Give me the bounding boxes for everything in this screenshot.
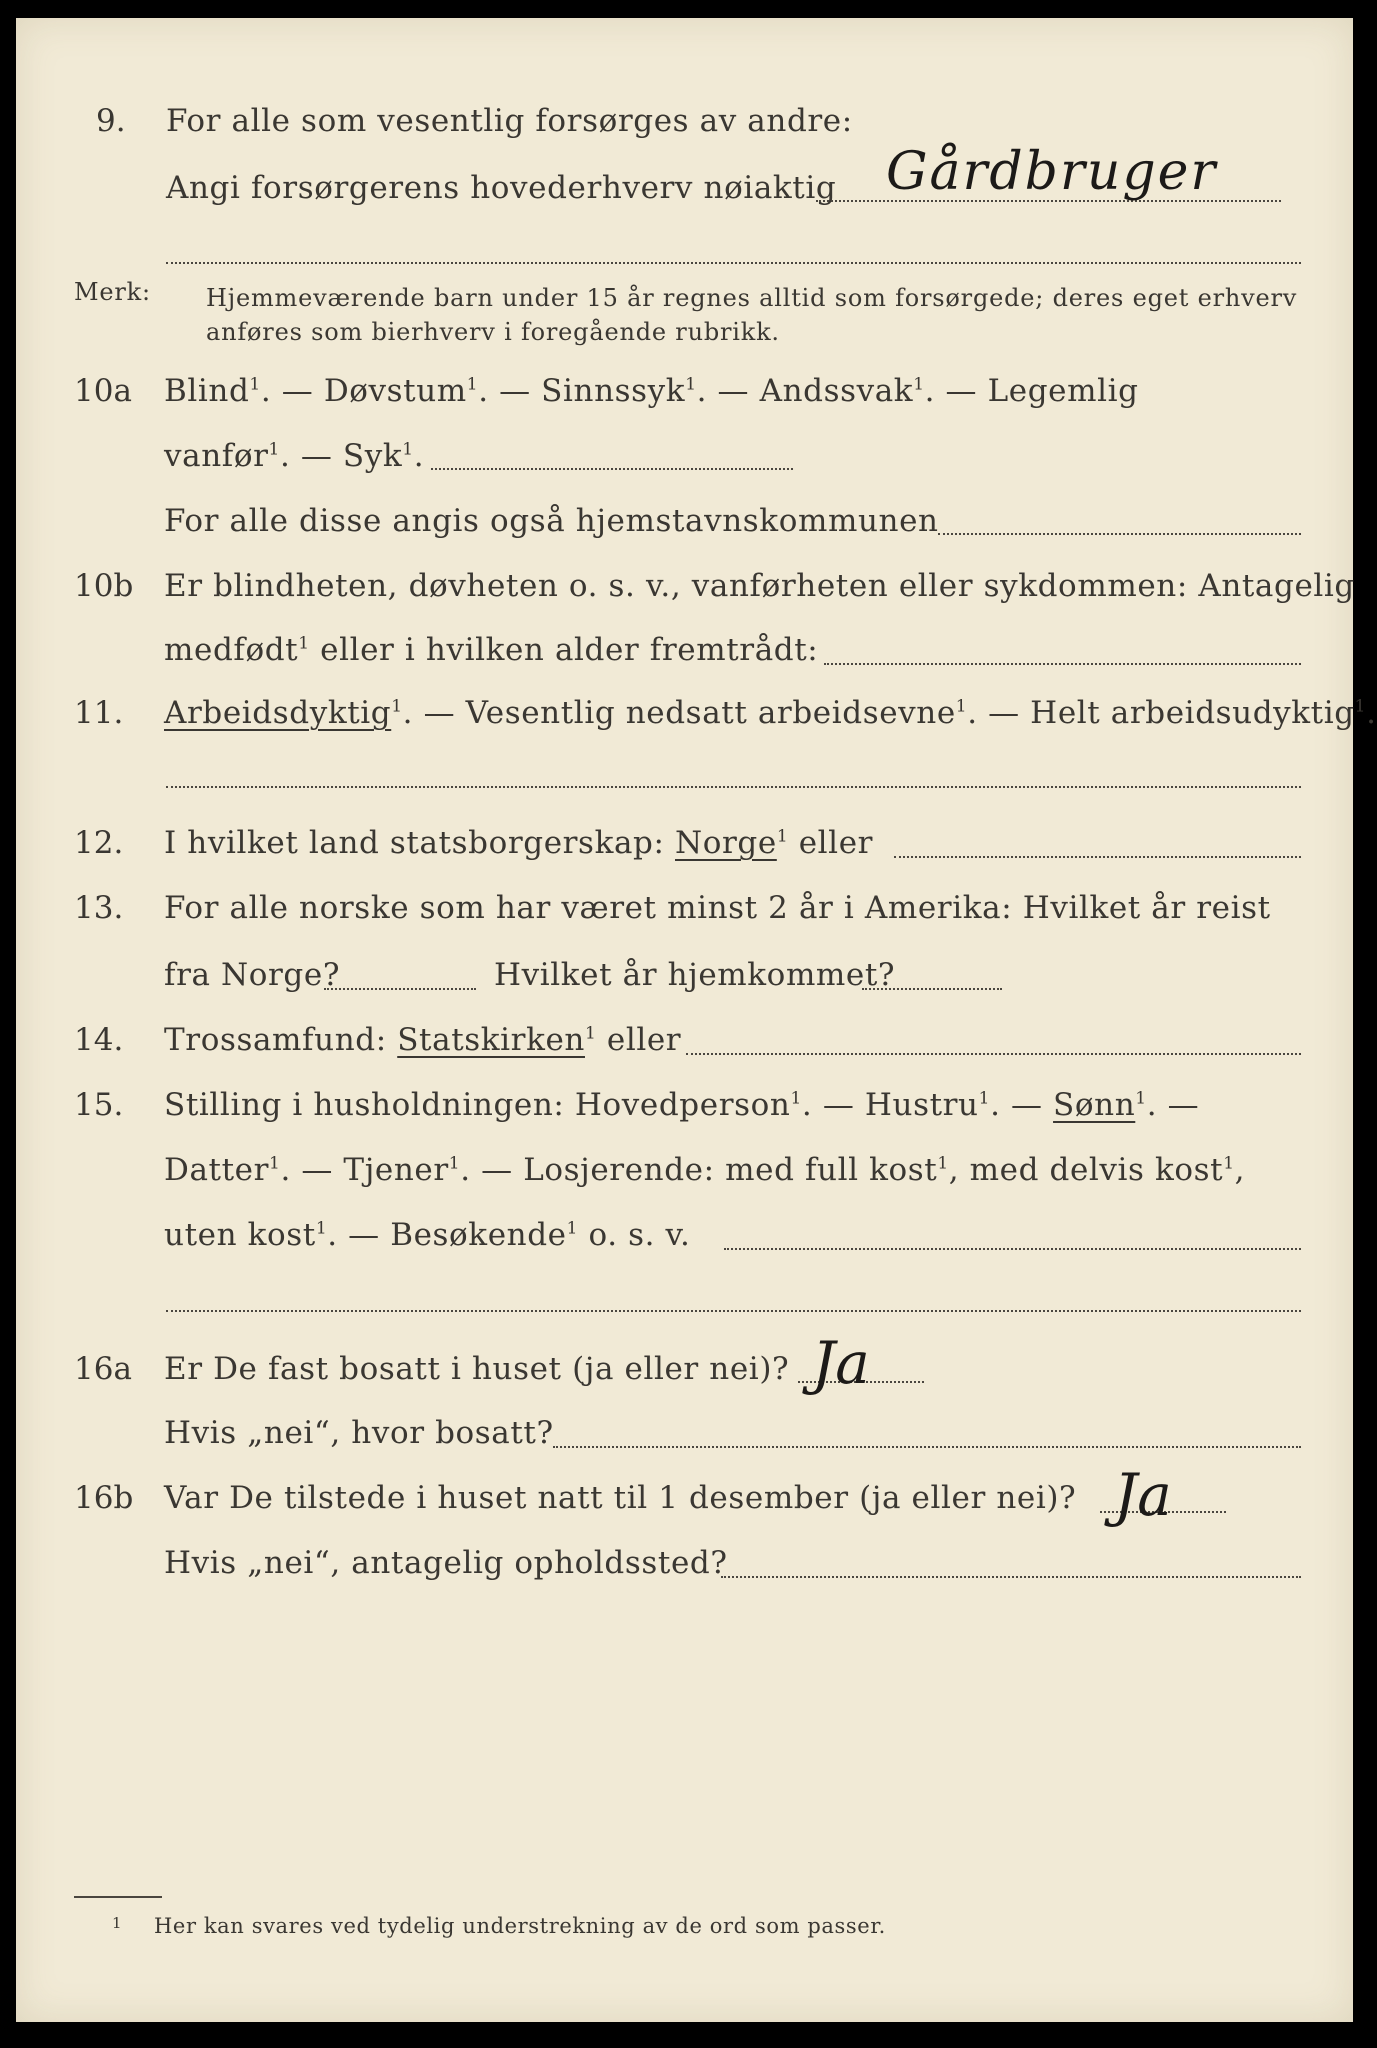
- q13-hjemkommet-line[interactable]: [862, 988, 1002, 990]
- q10a-line2: vanfør$^1$. — Syk$^1$.: [164, 438, 425, 474]
- opt-statskirken-underlined[interactable]: Statskirken: [397, 1022, 585, 1058]
- q10a-syk-line[interactable]: [431, 468, 793, 470]
- q9-line1: For alle som vesentlig forsørges av andre:: [166, 103, 853, 139]
- q13-line2a: fra Norge?: [164, 957, 341, 993]
- q9-handwritten-answer: Gårdbruger: [886, 142, 1218, 202]
- merk-line2: anføres som bierhverv i foregående rubrikk.: [206, 318, 780, 346]
- q12-line: I hvilket land statsborgerskap: Norge$^1$ eller: [164, 825, 874, 861]
- q10a-line1: Blind$^1$. — Døvstum$^1$. — Sinnssyk$^1$. — Andssvak$^1$. — Legemlig: [164, 373, 1139, 409]
- q15-answer-line[interactable]: [724, 1248, 1301, 1250]
- q16b-line2: Hvis „nei“, antagelig opholdssted?: [164, 1545, 728, 1581]
- q16b-opholdssted-line[interactable]: [721, 1576, 1301, 1578]
- q11-line1: Arbeidsdyktig$^1$. — Vesentlig nedsatt arbeidsevne$^1$. — Helt arbeidsudyktig$^1$.: [164, 695, 1377, 731]
- q16b-line1: Var De tilstede i huset natt til 1 desember (ja eller nei)?: [164, 1480, 1077, 1516]
- q9-number: 9.: [96, 103, 126, 139]
- q15-line1: Stilling i husholdningen: Hovedperson$^1$. — Hustru$^1$. — Sønn$^1$. —: [164, 1087, 1200, 1123]
- q15-line3: uten kost$^1$. — Besøkende$^1$ o. s. v.: [164, 1217, 691, 1253]
- q12-number: 12.: [74, 825, 124, 861]
- footnote-mark: 1: [112, 1914, 123, 1932]
- q13-line1: For alle norske som har været minst 2 år i Amerika: Hvilket år reist: [164, 890, 1271, 926]
- footnote-rule: [74, 1896, 162, 1898]
- q14-answer-line[interactable]: [686, 1053, 1301, 1055]
- q10b-line1: Er blindheten, døvheten o. s. v., vanførheten eller sykdommen: Antagelig: [164, 568, 1355, 604]
- q15-extra-line[interactable]: [166, 1310, 1301, 1312]
- q11-extra-line[interactable]: [166, 786, 1301, 788]
- q12-answer-line[interactable]: [894, 856, 1301, 858]
- q13-number: 13.: [74, 890, 124, 926]
- q10a-kommune-line[interactable]: [938, 533, 1301, 535]
- census-form-page: [16, 18, 1377, 2022]
- footnote-text: Her kan svares ved tydelig understrekning av de ord som passer.: [154, 1914, 886, 1938]
- q11-number: 11.: [74, 695, 124, 731]
- q16b-number: 16b: [74, 1480, 134, 1516]
- opt-sonn-underlined[interactable]: Sønn: [1053, 1087, 1136, 1123]
- opt-blind[interactable]: Blind: [164, 373, 250, 409]
- merk-line1: Hjemmeværende barn under 15 år regnes alltid som forsørgede; deres eget erhverv: [206, 284, 1298, 312]
- q14-number: 14.: [74, 1022, 124, 1058]
- q13-reist-line[interactable]: [324, 988, 476, 990]
- q10b-number: 10b: [74, 568, 134, 604]
- opt-arbeidsdyktig-underlined[interactable]: Arbeidsdyktig: [164, 695, 392, 731]
- q15-number: 15.: [74, 1087, 124, 1123]
- q16a-handwritten-answer: Ja: [812, 1329, 870, 1397]
- q16a-line1: Er De fast bosatt i huset (ja eller nei)?: [164, 1351, 790, 1387]
- q15-line2: Datter$^1$. — Tjener$^1$. — Losjerende: med full kost$^1$, med delvis kost$^1$,: [164, 1152, 1246, 1188]
- q9-line2: Angi forsørgerens hovederhverv nøiaktig: [166, 170, 837, 206]
- q14-line: Trossamfund: Statskirken$^1$ eller: [164, 1022, 682, 1058]
- q13-line2b: Hvilket år hjemkommet?: [494, 957, 896, 993]
- q10b-answer-line[interactable]: [824, 663, 1301, 665]
- q10b-line2: medfødt$^1$ eller i hvilken alder fremtrådt:: [164, 632, 819, 668]
- q10a-line3: For alle disse angis også hjemstavnskommunen: [164, 503, 939, 539]
- q9-extra-line[interactable]: [166, 262, 1301, 264]
- q16a-number: 16a: [74, 1351, 132, 1387]
- q16b-handwritten-answer: Ja: [1114, 1461, 1172, 1529]
- q16a-line2: Hvis „nei“, hvor bosatt?: [164, 1415, 554, 1451]
- merk-label: Merk:: [74, 278, 151, 306]
- opt-norge-underlined[interactable]: Norge: [675, 825, 777, 861]
- q16a-bosatt-line[interactable]: [553, 1446, 1301, 1448]
- q10a-number: 10a: [74, 373, 132, 409]
